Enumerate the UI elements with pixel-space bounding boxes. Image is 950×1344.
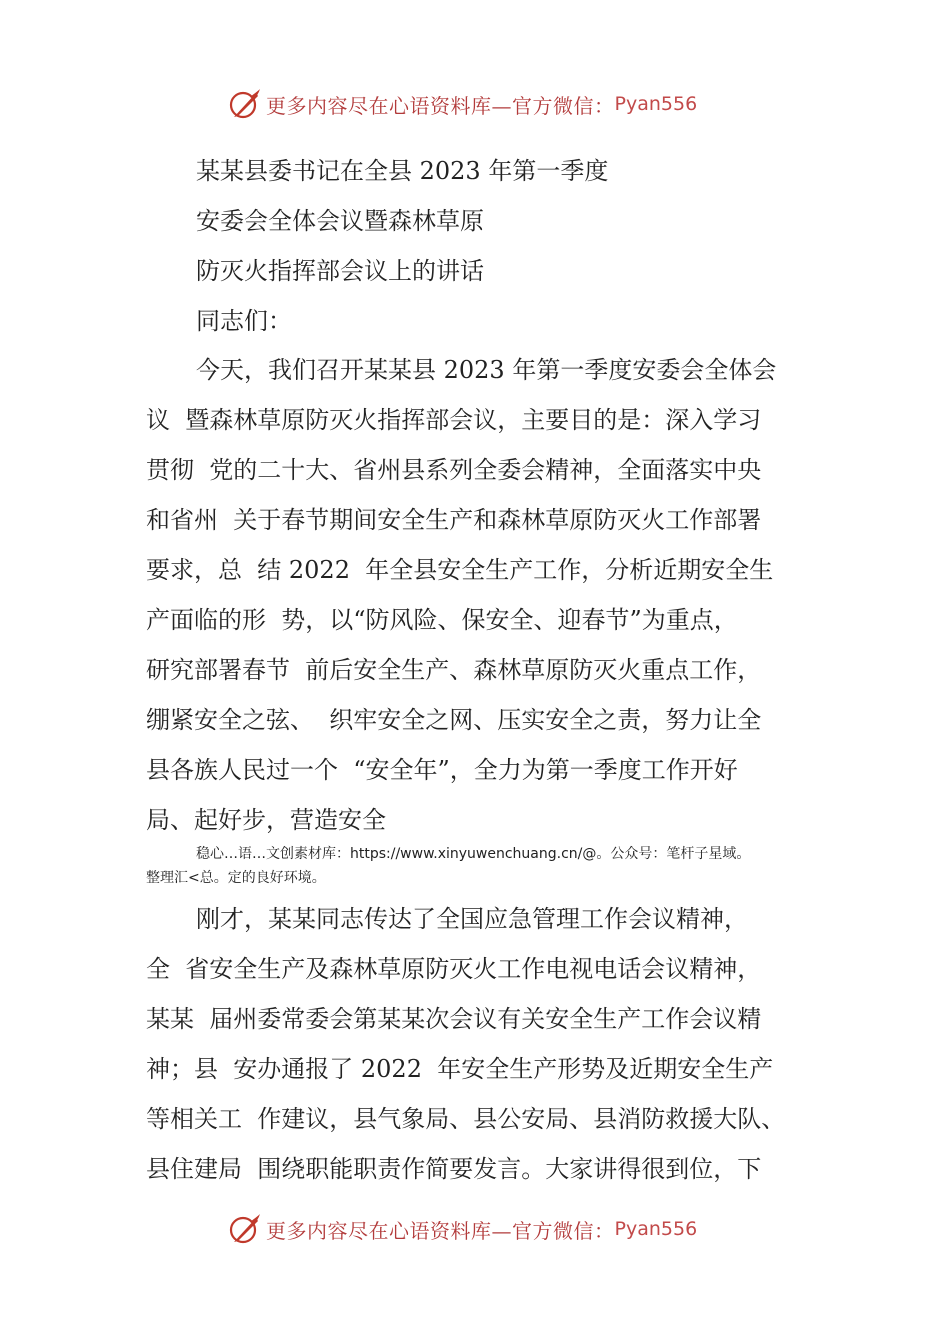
header-banner	[228, 84, 728, 124]
paragraph-line: 要求，总 结 2022 年全县安全生产工作，分析近期安全生	[146, 556, 774, 584]
quill-logo-icon	[228, 87, 262, 121]
paragraph-line: 议 暨森林草原防灭火指挥部会议，主要目的是：深入学习	[146, 406, 762, 434]
banner-text: 更多内容尽在心语资料库—官方微信：	[266, 1218, 615, 1243]
paragraph-line: 某某 届州委常委会第某某次会议有关安全生产工作会议精	[146, 1005, 762, 1033]
banner-text: 更多内容尽在心语资料库—官方微信：	[266, 93, 615, 118]
title-line: 某某县委书记在全县 2023 年第一季度	[196, 157, 609, 185]
footnote-line: 稳心…语…文创素材库：https://www.xinyuwenchuang.cn/@。公众号：笔杆子星域。	[196, 846, 751, 862]
paragraph-line: 和省州 关于春节期间安全生产和森林草原防灭火工作部署	[146, 506, 762, 534]
footnote-line: 整理汇<总。定的良好环境。	[146, 870, 326, 886]
paragraph-line: 研究部署春节 前后安全生产、森林草原防灭火重点工作，	[146, 656, 762, 684]
title-line: 防灭火指挥部会议上的讲话	[196, 257, 484, 285]
paragraph-line: 县住建局 围绕职能职责作简要发言。大家讲得很到位，下	[146, 1155, 762, 1183]
paragraph-line: 局、起好步，营造安全	[146, 806, 386, 834]
footer-banner	[228, 1209, 728, 1249]
wechat-id: Pyan556	[614, 93, 698, 115]
title-line: 安委会全体会议暨森林草原	[196, 207, 484, 235]
paragraph-line: 贯彻 党的二十大、省州县系列全委会精神，全面落实中央	[146, 456, 762, 484]
paragraph-line: 刚才，某某同志传达了全国应急管理工作会议精神，	[196, 905, 748, 933]
paragraph-line: 等相关工 作建议，县气象局、县公安局、县消防救援大队、	[146, 1105, 786, 1133]
wechat-id: Pyan556	[614, 1218, 698, 1240]
quill-logo-icon	[228, 1212, 262, 1246]
salutation: 同志们：	[196, 307, 292, 335]
paragraph-line: 全 省安全生产及森林草原防灭火工作电视电话会议精神，	[146, 955, 762, 983]
paragraph-line: 今天，我们召开某某县 2023 年第一季度安委会全体会	[196, 356, 777, 384]
paragraph-line: 产面临的形 势，以“防风险、保安全、迎春节”为重点，	[146, 606, 738, 634]
paragraph-line: 县各族人民过一个 “安全年”，全力为第一季度工作开好	[146, 756, 738, 784]
paragraph-line: 绷紧安全之弦、 织牢安全之网、压实安全之责，努力让全	[146, 706, 762, 734]
paragraph-line: 神；县 安办通报了 2022 年安全生产形势及近期安全生产	[146, 1055, 774, 1083]
